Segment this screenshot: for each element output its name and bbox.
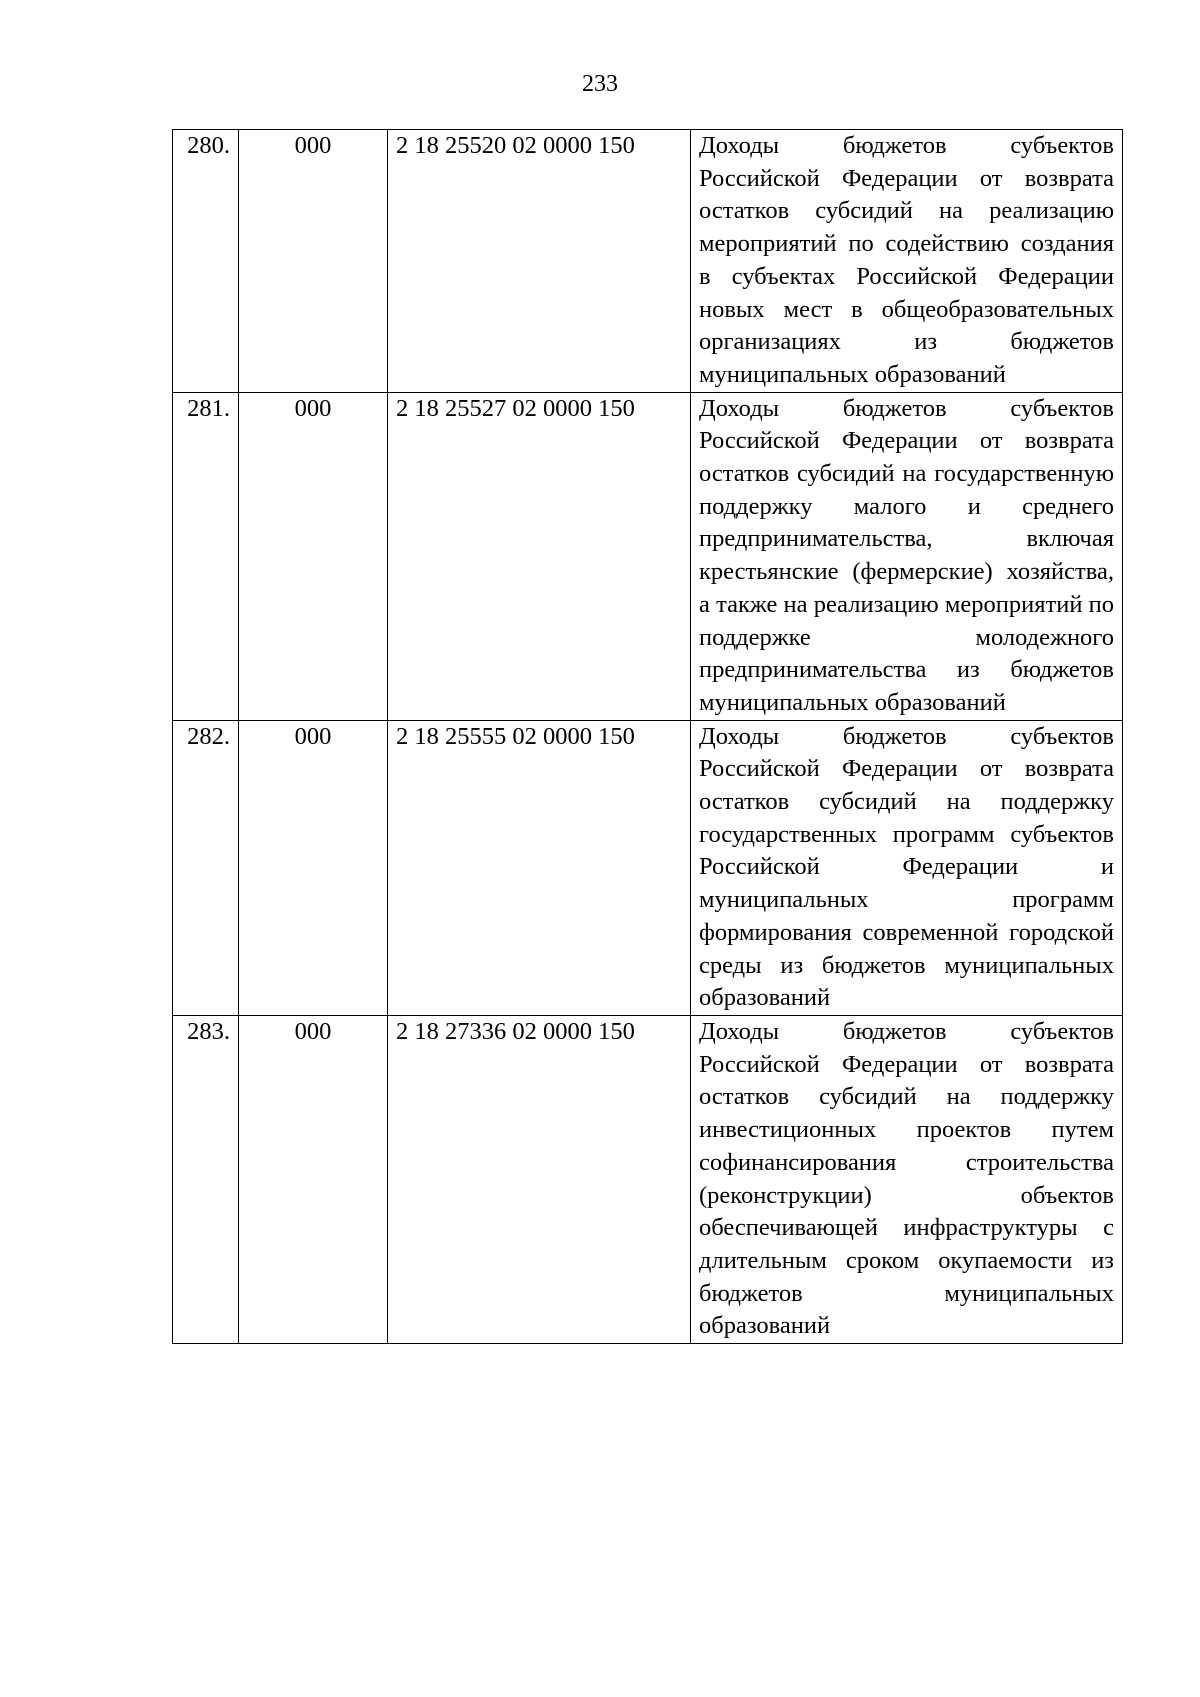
revenue-name: Доходы бюджетов субъектов Российской Федерации от возврата остатков субсидий на поддержку инвестиционных проектов путем софинансирования строительства (реконструкции) объектов обеспечивающей инфраструктуры с длительным сроком окупаемости из бюджетов муниципальных образований — [691, 1015, 1123, 1343]
budget-classification-code: 2 18 25520 02 0000 150 — [388, 130, 691, 393]
administrator-code: 000 — [239, 720, 388, 1015]
revenue-name: Доходы бюджетов субъектов Российской Федерации от возврата остатков субсидий на государственную поддержку малого и среднего предпринимательства, включая крестьянские (фермерские) хозяйства, а также на реализацию мероприятий по поддержке молодежного предпринимательства из бюджетов муниципальных образований — [691, 392, 1123, 720]
revenue-name: Доходы бюджетов субъектов Российской Федерации от возврата остатков субсидий на реализацию мероприятий по содействию создания в субъектах Российской Федерации новых мест в общеобразовательных организациях из бюджетов муниципальных образований — [691, 130, 1123, 393]
table-row — [173, 720, 1123, 1015]
row-number: 283. — [173, 1015, 239, 1343]
row-number: 281. — [173, 392, 239, 720]
administrator-code: 000 — [239, 130, 388, 393]
administrator-code: 000 — [239, 392, 388, 720]
row-number: 282. — [173, 720, 239, 1015]
budget-classification-code: 2 18 25555 02 0000 150 — [388, 720, 691, 1015]
revenue-codes-table — [172, 129, 1123, 1344]
row-number: 280. — [173, 130, 239, 393]
budget-classification-code: 2 18 25527 02 0000 150 — [388, 392, 691, 720]
table-row — [173, 130, 1123, 393]
table-row — [173, 1015, 1123, 1343]
page-number: 233 — [582, 71, 618, 97]
budget-classification-code: 2 18 27336 02 0000 150 — [388, 1015, 691, 1343]
administrator-code: 000 — [239, 1015, 388, 1343]
revenue-name: Доходы бюджетов субъектов Российской Федерации от возврата остатков субсидий на поддержку государственных программ субъектов Российской Федерации и муниципальных программ формирования современной городской среды из бюджетов муниципальных образований — [691, 720, 1123, 1015]
table-row — [173, 392, 1123, 720]
